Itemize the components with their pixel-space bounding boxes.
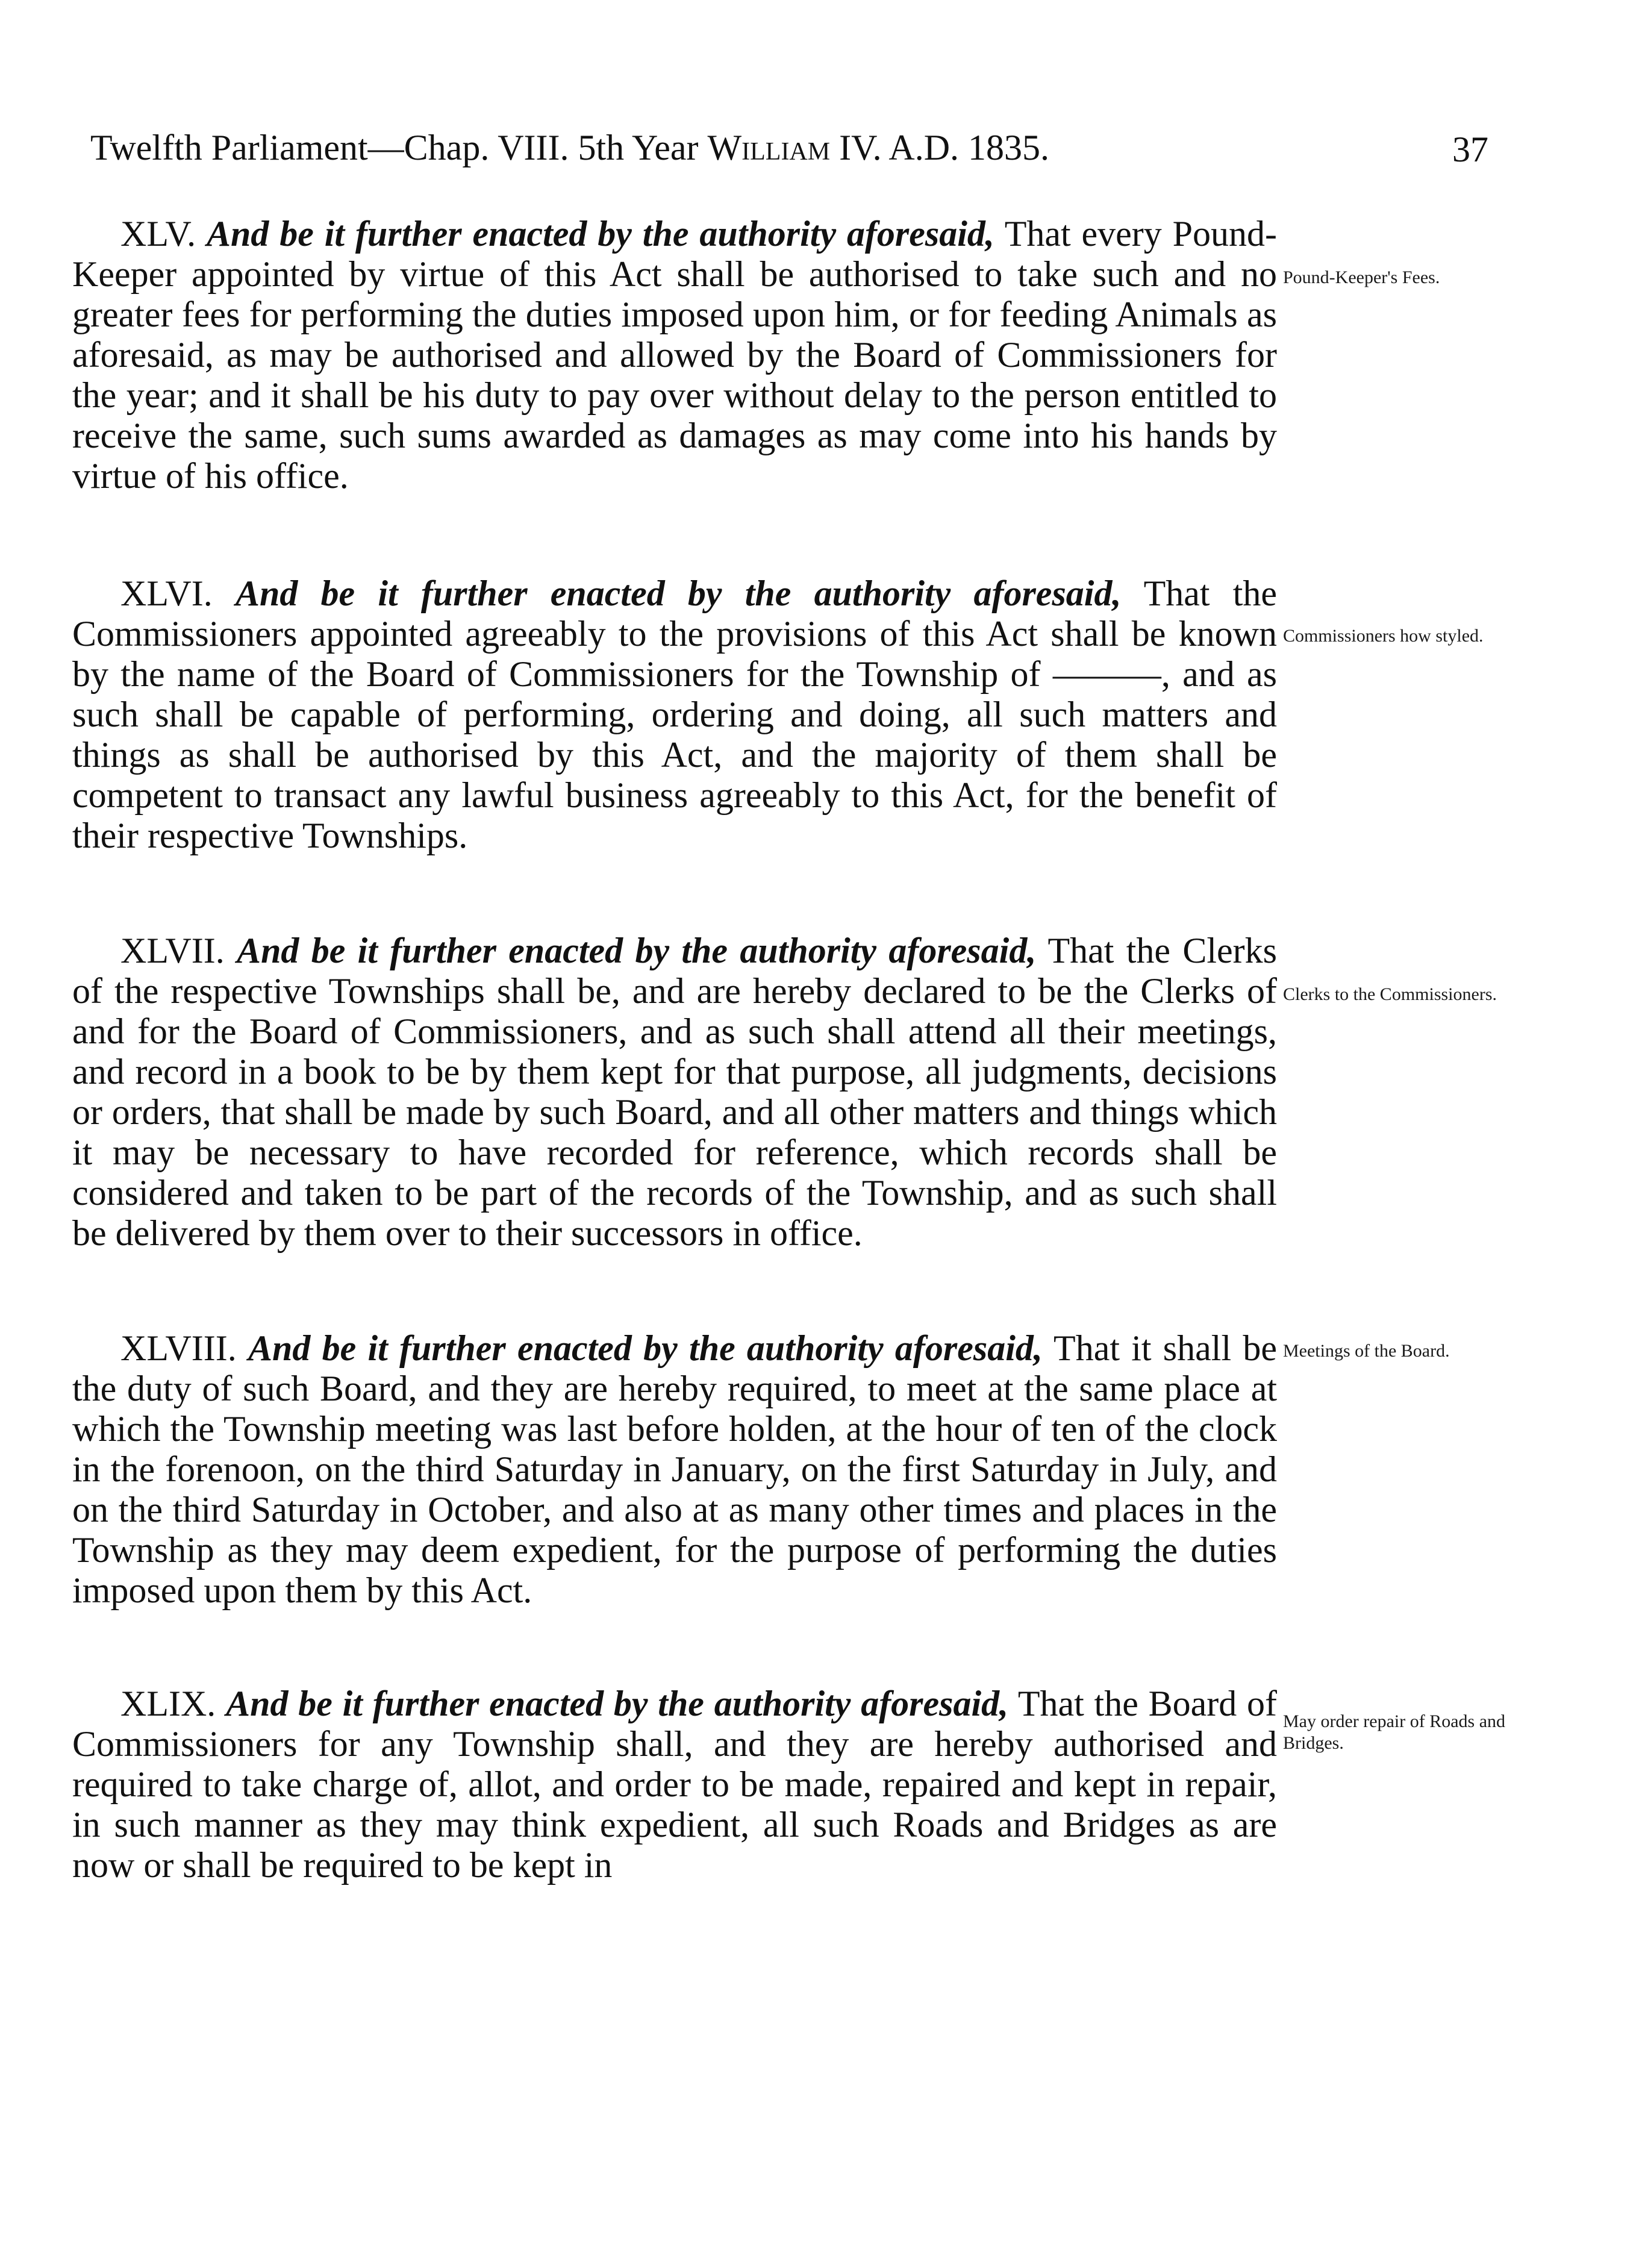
section-paragraph <box>72 931 1277 1254</box>
marginal-note: Pound-Keeper's Fees. <box>1283 267 1440 287</box>
section-xlix <box>72 1684 1277 1885</box>
marginal-note: Commissioners how styled. <box>1283 626 1484 646</box>
section-xlv <box>72 214 1277 496</box>
section-paragraph <box>72 214 1277 496</box>
section-number: XLVI. <box>120 573 213 613</box>
section-number: XLV. <box>120 214 196 254</box>
section-text: That the Commissioners appointed agreeably to the provisions of this Act shall be known by the name of the Board of Commissioners for the Township of ———, and as such shall be capable of performing, ordering and doing, all such matters and things as shall be authorised by this Act, and the majority of them shall be competent to transact any lawful business agreeably to this Act, for the benefit of their respective Townships. <box>72 573 1278 855</box>
section-number: XLVII. <box>120 931 225 970</box>
section-text: That the Clerks of the respective Townships shall be, and are hereby declared to be the Clerks of and for the Board of Commissioners, and as such shall attend all their meetings, and record in a book to be by them kept for that purpose, all judgments, decisions or orders, that shall be made by such Board, and all other matters and things which it may be necessary to have recorded for reference, which records shall be considered and taken to be part of the records of the Township, and as such shall be delivered by them over to their successors in office. <box>72 931 1277 1253</box>
enacting-clause: And be it further enacted by the authority aforesaid, <box>226 1684 1009 1723</box>
section-paragraph <box>72 1328 1277 1611</box>
marginal-note: May order repair of Roads and Bridges. <box>1283 1711 1506 1753</box>
marginal-note: Clerks to the Commissioners. <box>1283 984 1497 1004</box>
enacting-clause: And be it further enacted by the authority aforesaid, <box>237 931 1037 970</box>
section-text: That it shall be the duty of such Board, and they are hereby required, to meet at the same place at which the Township meeting was last before holden, at the hour of ten of the clock in the forenoon, on the third Saturday in January, on the first Saturday in July, and on the third Saturday in October, and also at as many other times and places in the Township as they may deem expedient, for the purpose of performing the duties imposed upon them by this Act. <box>72 1328 1277 1610</box>
running-title: Twelfth Parliament—Chap. VIII. 5th Year William IV. A.D. 1835. <box>90 128 1050 167</box>
section-text: That the Board of Commissioners for any Township shall, and they are hereby authorised and required to take charge of, allot, and order to be made, repaired and kept in repair, in such manner as they may think expedient, all such Roads and Bridges as are now or shall be required to be kept in <box>72 1684 1277 1885</box>
enacting-clause: And be it further enacted by the authority aforesaid, <box>206 214 994 254</box>
section-number: XLIX. <box>120 1684 216 1723</box>
marginal-note: Meetings of the Board. <box>1283 1341 1450 1361</box>
enacting-clause: And be it further enacted by the authority aforesaid, <box>248 1328 1043 1368</box>
section-xlvi <box>72 573 1277 856</box>
page-number: 37 <box>1452 130 1488 169</box>
section-paragraph <box>72 573 1277 856</box>
section-number: XLVIII. <box>120 1328 237 1368</box>
section-xlvii <box>72 931 1277 1254</box>
section-text: That every Pound-Keeper appointed by virtue of this Act shall be authorised to take such and no greater fees for performing the duties imposed upon him, or for feeding Animals as aforesaid, as may be authorised and allowed by the Board of Commissioners for the year; and it shall be his duty to pay over without delay to the person entitled to receive the same, such sums awarded as damages as may come into his hands by virtue of his office. <box>72 214 1277 496</box>
section-paragraph <box>72 1684 1277 1885</box>
enacting-clause: And be it further enacted by the authority aforesaid, <box>235 573 1122 613</box>
section-xlviii <box>72 1328 1277 1611</box>
running-head <box>90 128 1494 169</box>
